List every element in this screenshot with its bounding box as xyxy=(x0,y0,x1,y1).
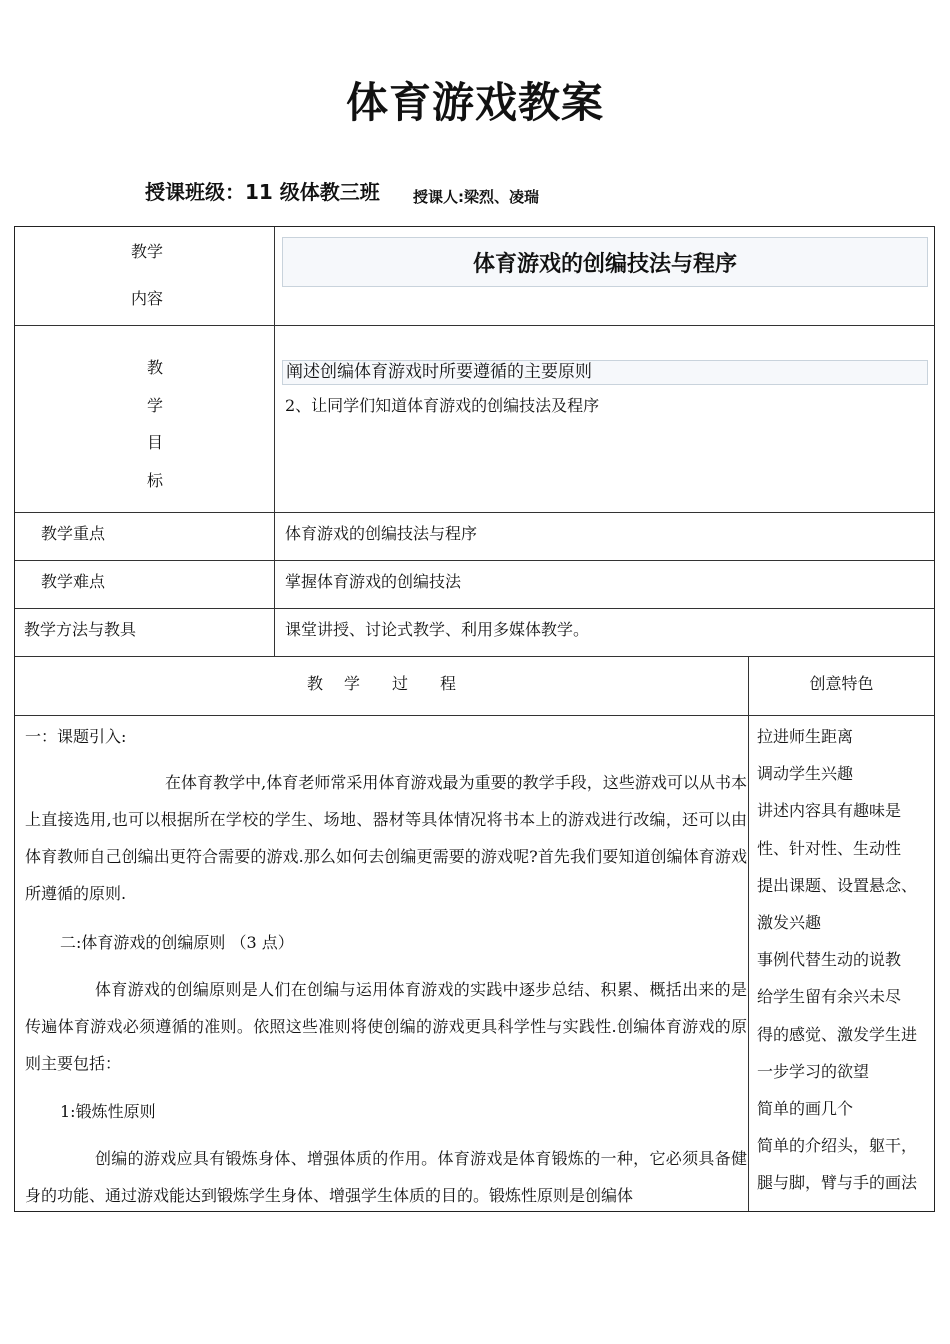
exercise-paragraph: 创编的游戏应具有锻炼身体、增强体质的作用。体育游戏是体育锻炼的一种，它必须具备健身的功能、通过游戏能达到锻炼学生身体、增强学生体质的目的。锻炼性原则是创编体 xyxy=(25,1149,747,1205)
row-divider xyxy=(15,656,934,657)
methods-label: 教学方法与教具 xyxy=(24,620,137,639)
feature-item: 提出课题、设置悬念、 xyxy=(757,875,918,895)
feature-item: 事例代替生动的说教 xyxy=(757,950,902,970)
feature-item: 调动学生兴趣 xyxy=(757,764,854,784)
topic-title: 体育游戏的创编技法与程序 xyxy=(282,237,928,287)
content-label-line: 内容 xyxy=(131,289,164,308)
column-divider xyxy=(748,656,749,1211)
intro-heading: 一：课题引入: xyxy=(25,727,127,746)
row-divider xyxy=(15,560,934,561)
features-header: 创意特色 xyxy=(809,674,874,693)
feature-item: 讲述内容具有趣味是 xyxy=(757,801,902,821)
feature-item: 性、针对性、生动性 xyxy=(757,838,902,858)
row-divider xyxy=(15,715,934,716)
objective-item: 阐述创编体育游戏时所要遵循的主要原则 xyxy=(282,360,928,385)
principle-heading: 二:体育游戏的创编原则 （3 点） xyxy=(60,933,294,952)
feature-item: 一步学习的欲望 xyxy=(757,1061,870,1081)
features-list xyxy=(757,718,917,1202)
objectives-label-char: 学 xyxy=(147,396,164,415)
feature-item: 拉进师生距离 xyxy=(757,727,854,746)
document-title: 体育游戏教案 xyxy=(345,78,604,127)
feature-item: 腿与脚，臂与手的画法 xyxy=(757,1173,918,1193)
methods-value: 课堂讲授、讨论式教学、利用多媒体教学。 xyxy=(285,620,590,639)
principle-paragraph: 体育游戏的创编原则是人们在创编与运用体育游戏的实践中逐步总结、积累、概括出来的是传遍体育游戏必须遵循的准则。依照这些准则将使创编的游戏更具科学性与实践性.创编体育游戏的原则主要包括： xyxy=(25,980,747,1073)
class-info: 授课班级：11 级体教三班 xyxy=(145,180,380,204)
column-divider xyxy=(274,227,275,656)
row-divider xyxy=(15,608,934,609)
feature-item: 激发兴趣 xyxy=(757,913,822,933)
key-points-label: 教学重点 xyxy=(41,524,106,543)
intro-paragraph: 在体育教学中,体育老师常采用体育游戏最为重要的教学手段，这些游戏可以从书本上直接选用,也可以根据所在学校的学生、场地、器材等具体情况将书本上的游戏进行改编，还可以由体育教师自己创编出更符合需要的游戏.那么如何去创编更需要的游戏呢?首先我们要知道创编体育游戏所遵循的原则. xyxy=(25,773,747,903)
content-label-line: 教学 xyxy=(131,242,164,261)
objectives-label-char: 教 xyxy=(147,358,164,377)
row-divider xyxy=(15,512,934,513)
feature-item: 简单的介绍头，躯干， xyxy=(757,1136,918,1156)
process-header: 教 学 过 程 xyxy=(306,674,457,693)
objective-item: 2、让同学们知道体育游戏的创编技法及程序 xyxy=(285,396,600,415)
feature-item: 给学生留有余兴未尽 xyxy=(757,987,902,1007)
exercise-heading: 1:锻炼性原则 xyxy=(60,1102,156,1121)
teacher-info: 授课人:梁烈、凌瑞 xyxy=(413,188,539,206)
difficulties-label: 教学难点 xyxy=(41,572,106,591)
lesson-plan-table xyxy=(14,226,935,1212)
feature-item: 得的感觉、激发学生进 xyxy=(757,1024,918,1044)
key-points-value: 体育游戏的创编技法与程序 xyxy=(285,524,478,543)
objectives-label-char: 标 xyxy=(147,471,164,490)
row-divider xyxy=(15,325,934,326)
objectives-label-char: 目 xyxy=(147,433,164,452)
feature-item: 简单的画几个 xyxy=(757,1099,854,1119)
difficulties-value: 掌握体育游戏的创编技法 xyxy=(285,572,462,591)
